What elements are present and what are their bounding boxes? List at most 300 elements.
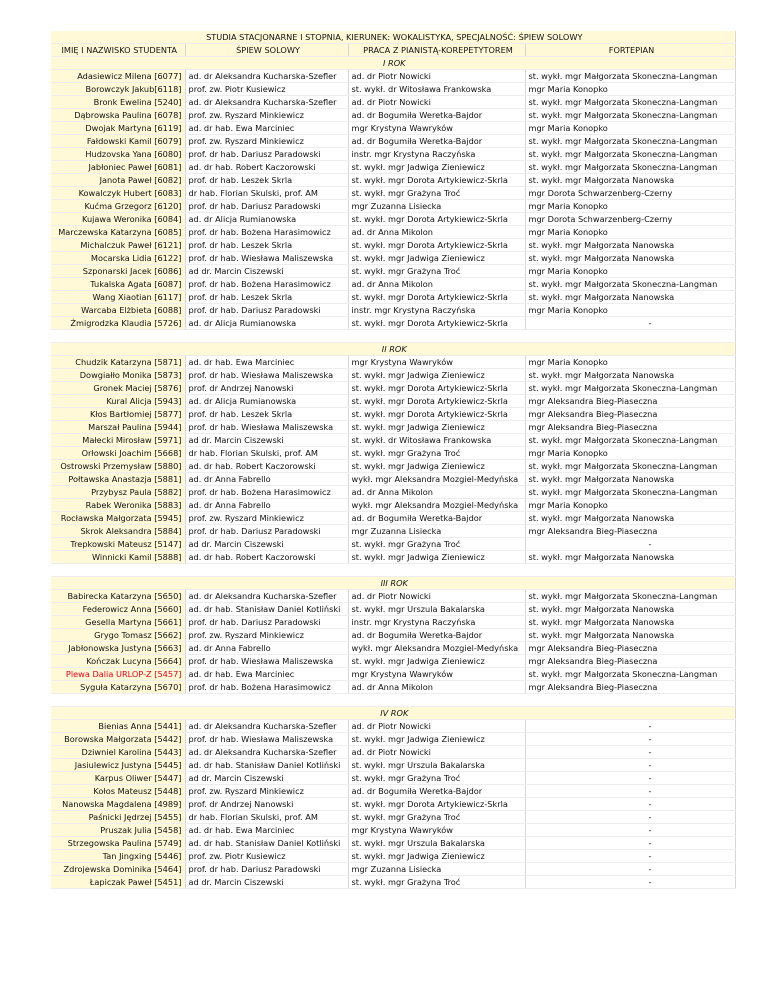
singing-teacher: prof. dr Andrzej Nanowski [185,798,348,811]
spacer-cell [51,694,735,707]
repetiteur: ad. dr Piotr Nowicki [348,96,525,109]
repetiteur: st. wykł. mgr Grażyna Troć [348,811,525,824]
student-name: Karpus Oliwer [5447] [51,772,185,785]
piano-teacher: mgr Aleksandra Bieg-Piaseczna [525,408,735,421]
repetiteur: mgr Krystyna Wawryków [348,824,525,837]
singing-teacher: prof. dr hab. Dariusz Paradowski [185,304,348,317]
piano-teacher: mgr Dorota Schwarzenberg-Czerny [525,187,735,200]
singing-teacher: prof. zw. Ryszard Minkiewicz [185,135,348,148]
section-spacer [51,694,735,707]
student-name: Adasiewicz Milena [6077] [51,70,185,83]
table-row [51,109,735,122]
year-header-row [51,343,735,356]
piano-teacher: - [525,824,735,837]
repetiteur: instr. mgr Krystyna Raczyńska [348,616,525,629]
piano-teacher: mgr Aleksandra Bieg-Piaseczna [525,395,735,408]
student-name: Gesella Martyna [5661] [51,616,185,629]
piano-teacher: st. wykł. mgr Małgorzata Skoneczna-Langman [525,382,735,395]
singing-teacher: ad. dr Aleksandra Kucharska-Szefler [185,590,348,603]
student-name: Borowczyk Jakub[6118] [51,83,185,96]
table-row [51,395,735,408]
table-row [51,772,735,785]
repetiteur: ad. dr Piotr Nowicki [348,70,525,83]
repetiteur: ad. dr Bogumiła Weretka-Bajdor [348,629,525,642]
student-name: Plewa Dalia URLOP-Z [5457] [51,668,185,681]
student-name: Kural Alicja [5943] [51,395,185,408]
singing-teacher: dr hab. Florian Skulski, prof. AM [185,447,348,460]
student-name: Łapiczak Paweł [5451] [51,876,185,889]
table-row [51,811,735,824]
singing-teacher: ad. dr Aleksandra Kucharska-Szefler [185,746,348,759]
table-row [51,447,735,460]
repetiteur: st. wykł. mgr Dorota Artykiewicz-Skrla [348,239,525,252]
student-name: Dąbrowska Paulina [6078] [51,109,185,122]
year-header-row [51,707,735,720]
table-row [51,551,735,564]
student-name: Kujawa Weronika [6084] [51,213,185,226]
repetiteur: ad. dr Bogumiła Weretka-Bajdor [348,135,525,148]
repetiteur: st. wykł. mgr Grażyna Troć [348,187,525,200]
repetiteur: st. wykł. mgr Grażyna Troć [348,876,525,889]
student-name: Jabłoniec Paweł [6081] [51,161,185,174]
repetiteur: st. wykł. mgr Grażyna Troć [348,265,525,278]
student-name: Dowgiałło Monika [5873] [51,369,185,382]
table-row [51,850,735,863]
repetiteur: st. wykł. mgr Dorota Artykiewicz-Skrla [348,291,525,304]
student-name: Rabek Weronika [5883] [51,499,185,512]
singing-teacher: prof. dr Andrzej Nanowski [185,382,348,395]
table-row [51,733,735,746]
singing-teacher: prof. dr hab. Bożena Harasimowicz [185,278,348,291]
table-row [51,434,735,447]
student-name: Przybysz Paula [5882] [51,486,185,499]
table-row [51,213,735,226]
student-name: Strzegowska Paulina [5749] [51,837,185,850]
repetiteur: st. wykł. mgr Jadwiga Zieniewicz [348,551,525,564]
student-name: Kowalczyk Hubert [6083] [51,187,185,200]
singing-teacher: prof. zw. Piotr Kusiewicz [185,83,348,96]
student-name: Warcaba Elżbieta [6088] [51,304,185,317]
student-name: Ostrowski Przemysław [5880] [51,460,185,473]
singing-teacher: prof. dr hab. Dariusz Paradowski [185,525,348,538]
singing-teacher: ad dr. Marcin Ciszewski [185,538,348,551]
table-row [51,720,735,733]
piano-teacher: mgr Maria Konopko [525,122,735,135]
singing-teacher: prof. dr hab. Leszek Skrla [185,291,348,304]
year-label: II ROK [51,343,735,356]
piano-teacher: - [525,811,735,824]
singing-teacher: prof. dr hab. Dariusz Paradowski [185,863,348,876]
table-row [51,291,735,304]
repetiteur: ad. dr Piotr Nowicki [348,590,525,603]
piano-teacher: mgr Aleksandra Bieg-Piaseczna [525,642,735,655]
piano-teacher: st. wykł. mgr Małgorzata Skoneczna-Langman [525,135,735,148]
singing-teacher: prof. zw. Ryszard Minkiewicz [185,109,348,122]
piano-teacher: mgr Dorota Schwarzenberg-Czerny [525,213,735,226]
singing-teacher: prof. dr hab. Leszek Skrla [185,174,348,187]
table-row [51,317,735,330]
table-row [51,824,735,837]
repetiteur: ad. dr Bogumiła Weretka-Bajdor [348,785,525,798]
piano-teacher: - [525,785,735,798]
repetiteur: ad. dr Anna Mikolon [348,278,525,291]
repetiteur: st. wykł. mgr Grażyna Troć [348,772,525,785]
repetiteur: mgr Zuzanna Lisiecka [348,200,525,213]
piano-teacher: - [525,720,735,733]
header-student: IMIĘ I NAZWISKO STUDENTA [51,44,185,57]
repetiteur: instr. mgr Krystyna Raczyńska [348,148,525,161]
singing-teacher: prof. dr hab. Bożena Harasimowicz [185,681,348,694]
repetiteur: ad. dr Anna Mikolon [348,681,525,694]
table-row [51,590,735,603]
piano-teacher: st. wykł. mgr Małgorzata Skoneczna-Langman [525,109,735,122]
singing-teacher: dr hab. Florian Skulski, prof. AM [185,811,348,824]
piano-teacher: - [525,798,735,811]
piano-teacher: st. wykł. mgr Małgorzata Nanowska [525,512,735,525]
table-row [51,512,735,525]
table-row [51,525,735,538]
table-row [51,421,735,434]
student-name: Grygo Tomasz [5662] [51,629,185,642]
sheet-title: STUDIA STACJONARNE I STOPNIA, KIERUNEK: WOKALISTYKA, SPECJALNOŚĆ: ŚPIEW SOLOWY [51,31,735,44]
repetiteur: st. wykł. mgr Jadwiga Zieniewicz [348,460,525,473]
repetiteur: st. wykł. mgr Jadwiga Zieniewicz [348,850,525,863]
table-row [51,174,735,187]
student-name: Połtawska Anastazja [5881] [51,473,185,486]
piano-teacher: st. wykł. mgr Małgorzata Nanowska [525,629,735,642]
student-name: Fałdowski Kamil [6079] [51,135,185,148]
singing-teacher: ad. dr hab. Stanisław Daniel Kotliński [185,759,348,772]
singing-teacher: ad. dr hab. Ewa Marciniec [185,122,348,135]
piano-teacher: mgr Maria Konopko [525,200,735,213]
table-row [51,83,735,96]
repetiteur: st. wykł. mgr Dorota Artykiewicz-Skrla [348,408,525,421]
table-row [51,226,735,239]
piano-teacher: - [525,876,735,889]
repetiteur: st. wykł. dr Witosława Frankowska [348,434,525,447]
piano-teacher: mgr Aleksandra Bieg-Piaseczna [525,681,735,694]
title-row [51,31,735,44]
table-row [51,122,735,135]
table-row [51,603,735,616]
singing-teacher: ad. dr Aleksandra Kucharska-Szefler [185,720,348,733]
table-row [51,460,735,473]
singing-teacher: ad dr. Marcin Ciszewski [185,876,348,889]
table-row [51,876,735,889]
repetiteur: st. wykł. mgr Grażyna Troć [348,447,525,460]
singing-teacher: ad. dr Anna Fabrello [185,499,348,512]
repetiteur: mgr Zuzanna Lisiecka [348,525,525,538]
piano-teacher: st. wykł. mgr Małgorzata Skoneczna-Langman [525,434,735,447]
student-name: Babirecka Katarzyna [5650] [51,590,185,603]
piano-teacher: st. wykł. mgr Małgorzata Skoneczna-Langman [525,486,735,499]
student-name: Dwojak Martyna [6119] [51,122,185,135]
repetiteur: st. wykł. mgr Jadwiga Zieniewicz [348,421,525,434]
singing-teacher: prof. dr hab. Wiesława Maliszewska [185,655,348,668]
repetiteur: st. wykł. mgr Jadwiga Zieniewicz [348,252,525,265]
piano-teacher: st. wykł. mgr Małgorzata Nanowska [525,616,735,629]
singing-teacher: ad. dr hab. Stanisław Daniel Kotliński [185,603,348,616]
piano-teacher: st. wykł. mgr Małgorzata Nanowska [525,369,735,382]
piano-teacher: st. wykł. mgr Małgorzata Nanowska [525,473,735,486]
singing-teacher: prof. zw. Ryszard Minkiewicz [185,785,348,798]
table-row [51,356,735,369]
repetiteur: st. wykł. mgr Urszula Bakalarska [348,837,525,850]
student-name: Marszał Paulina [5944] [51,421,185,434]
repetiteur: st. wykł. mgr Dorota Artykiewicz-Skrla [348,395,525,408]
table-row [51,486,735,499]
piano-teacher: st. wykł. mgr Małgorzata Skoneczna-Langman [525,668,735,681]
header-singing: ŚPIEW SOLOWY [185,44,348,57]
student-name: Wang Xiaotian [6117] [51,291,185,304]
singing-teacher: ad. dr Anna Fabrello [185,473,348,486]
singing-teacher: prof. zw. Ryszard Minkiewicz [185,512,348,525]
year-header-row [51,57,735,70]
schedule-table [51,31,736,889]
repetiteur: ad. dr Bogumiła Weretka-Bajdor [348,109,525,122]
spacer-cell [51,564,735,577]
singing-teacher: ad. dr Aleksandra Kucharska-Szefler [185,70,348,83]
table-row [51,616,735,629]
repetiteur: ad. dr Bogumiła Weretka-Bajdor [348,512,525,525]
student-name: Pruszak Julia [5458] [51,824,185,837]
singing-teacher: prof. dr hab. Leszek Skrla [185,239,348,252]
repetiteur: mgr Zuzanna Lisiecka [348,863,525,876]
table-row [51,746,735,759]
table-row [51,96,735,109]
table-row [51,148,735,161]
piano-teacher: - [525,317,735,330]
table-row [51,798,735,811]
piano-teacher: st. wykł. mgr Małgorzata Skoneczna-Langman [525,590,735,603]
repetiteur: st. wykł. mgr Dorota Artykiewicz-Skrla [348,174,525,187]
student-name: Hudzovska Yana [6080] [51,148,185,161]
year-label: I ROK [51,57,735,70]
student-name: Jabłonowska Justyna [5663] [51,642,185,655]
table-row [51,681,735,694]
student-name: Kołos Mateusz [5448] [51,785,185,798]
table-row [51,642,735,655]
table-row [51,161,735,174]
repetiteur: mgr Krystyna Wawryków [348,122,525,135]
student-name: Gronek Maciej [5876] [51,382,185,395]
student-name: Chudzik Katarzyna [5871] [51,356,185,369]
piano-teacher: mgr Maria Konopko [525,304,735,317]
singing-teacher: prof. dr hab. Wiesława Maliszewska [185,733,348,746]
piano-teacher: st. wykł. mgr Małgorzata Nanowska [525,551,735,564]
header-repetiteur: PRACA Z PIANISTĄ-KOREPETYTOREM [348,44,525,57]
singing-teacher: dr hab. Florian Skulski, prof. AM [185,187,348,200]
table-row [51,265,735,278]
student-name: Tukalska Agata [6087] [51,278,185,291]
repetiteur: st. wykł. mgr Jadwiga Zieniewicz [348,655,525,668]
student-name: Borowska Małgorzata [5442] [51,733,185,746]
piano-teacher: st. wykł. mgr Małgorzata Nanowska [525,252,735,265]
table-row [51,785,735,798]
repetiteur: st. wykł. mgr Jadwiga Zieniewicz [348,369,525,382]
singing-teacher: ad. dr hab. Robert Kaczorowski [185,161,348,174]
singing-teacher: ad. dr hab. Robert Kaczorowski [185,551,348,564]
student-name: Orłowski Joachim [5668] [51,447,185,460]
student-name: Zdrojewska Dominika [5464] [51,863,185,876]
student-name: Żmigrodzka Klaudia [5726] [51,317,185,330]
student-name: Paśnicki Jędrzej [5455] [51,811,185,824]
student-name: Mocarska Lidia [6122] [51,252,185,265]
singing-teacher: prof. dr hab. Wiesława Maliszewska [185,252,348,265]
table-row [51,382,735,395]
piano-teacher: mgr Maria Konopko [525,265,735,278]
singing-teacher: ad. dr Anna Fabrello [185,642,348,655]
singing-teacher: prof. zw. Piotr Kusiewicz [185,850,348,863]
singing-teacher: prof. dr hab. Wiesława Maliszewska [185,369,348,382]
piano-teacher: st. wykł. mgr Małgorzata Skoneczna-Langman [525,460,735,473]
repetiteur: ad. dr Anna Mikolon [348,226,525,239]
student-name: Szponarski Jacek [6086] [51,265,185,278]
table-row [51,668,735,681]
repetiteur: st. wykł. mgr Jadwiga Zieniewicz [348,161,525,174]
repetiteur: mgr Krystyna Wawryków [348,668,525,681]
student-name: Kućma Grzegorz [6120] [51,200,185,213]
singing-teacher: ad. dr Alicja Rumianowska [185,213,348,226]
repetiteur: st. wykł. mgr Jadwiga Zieniewicz [348,733,525,746]
piano-teacher: mgr Maria Konopko [525,226,735,239]
piano-teacher: st. wykł. mgr Małgorzata Nanowska [525,291,735,304]
student-name: Kończak Lucyna [5664] [51,655,185,668]
piano-teacher: st. wykł. mgr Małgorzata Skoneczna-Langman [525,70,735,83]
table-row [51,863,735,876]
header-piano: FORTEPIAN [525,44,735,57]
section-spacer [51,330,735,343]
piano-teacher: mgr Aleksandra Bieg-Piaseczna [525,655,735,668]
table-row [51,473,735,486]
singing-teacher: prof. dr hab. Leszek Skrla [185,408,348,421]
repetiteur: st. wykł. mgr Urszula Bakalarska [348,759,525,772]
student-name: Nanowska Magdalena [4989] [51,798,185,811]
repetiteur: st. wykł. mgr Dorota Artykiewicz-Skrla [348,213,525,226]
singing-teacher: ad dr. Marcin Ciszewski [185,434,348,447]
piano-teacher: mgr Aleksandra Bieg-Piaseczna [525,525,735,538]
piano-teacher: mgr Maria Konopko [525,499,735,512]
piano-teacher: st. wykł. mgr Małgorzata Skoneczna-Langman [525,278,735,291]
table-row [51,538,735,551]
singing-teacher: prof. dr hab. Dariusz Paradowski [185,148,348,161]
student-name: Syguła Katarzyna [5670] [51,681,185,694]
singing-teacher: prof. dr hab. Bożena Harasimowicz [185,226,348,239]
singing-teacher: prof. dr hab. Wiesława Maliszewska [185,421,348,434]
repetiteur: ad. dr Anna Mikolon [348,486,525,499]
piano-teacher: st. wykł. mgr Małgorzata Nanowska [525,603,735,616]
singing-teacher: prof. zw. Ryszard Minkiewicz [185,629,348,642]
singing-teacher: ad. dr hab. Robert Kaczorowski [185,460,348,473]
table-row [51,837,735,850]
student-name: Skrok Aleksandra [5884] [51,525,185,538]
student-name: Dziwniel Karolina [5443] [51,746,185,759]
piano-teacher: st. wykł. mgr Małgorzata Skoneczna-Langman [525,96,735,109]
student-name: Bronk Ewelina [5240] [51,96,185,109]
repetiteur: wykł. mgr Aleksandra Mozgiel-Medyńska [348,473,525,486]
piano-teacher: mgr Maria Konopko [525,447,735,460]
student-name: Rocławska Małgorzata [5945] [51,512,185,525]
year-label: IV ROK [51,707,735,720]
singing-teacher: ad. dr hab. Ewa Marciniec [185,824,348,837]
singing-teacher: ad. dr Alicja Rumianowska [185,317,348,330]
table-row [51,187,735,200]
student-name: Tan Jingxing [5446] [51,850,185,863]
student-name: Małecki Mirosław [5971] [51,434,185,447]
table-row [51,369,735,382]
singing-teacher: ad. dr Aleksandra Kucharska-Szefler [185,96,348,109]
repetiteur: st. wykł. mgr Dorota Artykiewicz-Skrla [348,382,525,395]
table-row [51,759,735,772]
piano-teacher: - [525,746,735,759]
table-row [51,304,735,317]
repetiteur: wykł. mgr Aleksandra Mozgiel-Medyńska [348,642,525,655]
table-row [51,499,735,512]
repetiteur: st. wykł. mgr Dorota Artykiewicz-Skrla [348,798,525,811]
piano-teacher: - [525,733,735,746]
student-name: Jasiulewicz Justyna [5445] [51,759,185,772]
piano-teacher: mgr Maria Konopko [525,356,735,369]
year-label: III ROK [51,577,735,590]
piano-teacher: - [525,863,735,876]
repetiteur: mgr Krystyna Wawryków [348,356,525,369]
repetiteur: st. wykł. mgr Dorota Artykiewicz-Skrla [348,317,525,330]
piano-teacher: - [525,837,735,850]
student-name: Kłos Bartłomiej [5877] [51,408,185,421]
piano-teacher: st. wykł. mgr Małgorzata Skoneczna-Langman [525,161,735,174]
table-row [51,629,735,642]
piano-teacher: st. wykł. mgr Małgorzata Nanowska [525,174,735,187]
piano-teacher: st. wykł. mgr Małgorzata Skoneczna-Langman [525,148,735,161]
repetiteur: instr. mgr Krystyna Raczyńska [348,304,525,317]
repetiteur: st. wykł. mgr Urszula Bakalarska [348,603,525,616]
table-row [51,252,735,265]
piano-teacher: - [525,538,735,551]
singing-teacher: ad dr. Marcin Ciszewski [185,772,348,785]
singing-teacher: ad. dr hab. Stanisław Daniel Kotliński [185,837,348,850]
table-row [51,70,735,83]
student-name: Bienias Anna [5441] [51,720,185,733]
header-row [51,44,735,57]
table-row [51,239,735,252]
student-name: Federowicz Anna [5660] [51,603,185,616]
singing-teacher: prof. dr hab. Dariusz Paradowski [185,616,348,629]
piano-teacher: st. wykł. mgr Małgorzata Nanowska [525,239,735,252]
singing-teacher: ad. dr Alicja Rumianowska [185,395,348,408]
singing-teacher: prof. dr hab. Bożena Harasimowicz [185,486,348,499]
student-name: Michalczuk Paweł [6121] [51,239,185,252]
student-name: Trepkowski Mateusz [5147] [51,538,185,551]
singing-teacher: ad dr. Marcin Ciszewski [185,265,348,278]
piano-teacher: mgr Aleksandra Bieg-Piaseczna [525,421,735,434]
repetiteur: st. wykł. mgr Grażyna Troć [348,538,525,551]
section-spacer [51,564,735,577]
piano-teacher: - [525,759,735,772]
repetiteur: wykł. mgr Aleksandra Mozgiel-Medyńska [348,499,525,512]
piano-teacher: - [525,850,735,863]
table-row [51,200,735,213]
repetiteur: ad. dr Piotr Nowicki [348,720,525,733]
repetiteur: st. wykł. dr Witosława Frankowska [348,83,525,96]
student-name: Winnicki Kamil [5888] [51,551,185,564]
singing-teacher: prof. dr hab. Dariusz Paradowski [185,200,348,213]
singing-teacher: ad. dr hab. Ewa Marciniec [185,668,348,681]
table-row [51,135,735,148]
year-header-row [51,577,735,590]
table-row [51,655,735,668]
spacer-cell [51,330,735,343]
student-name: Marczewska Katarzyna [6085] [51,226,185,239]
